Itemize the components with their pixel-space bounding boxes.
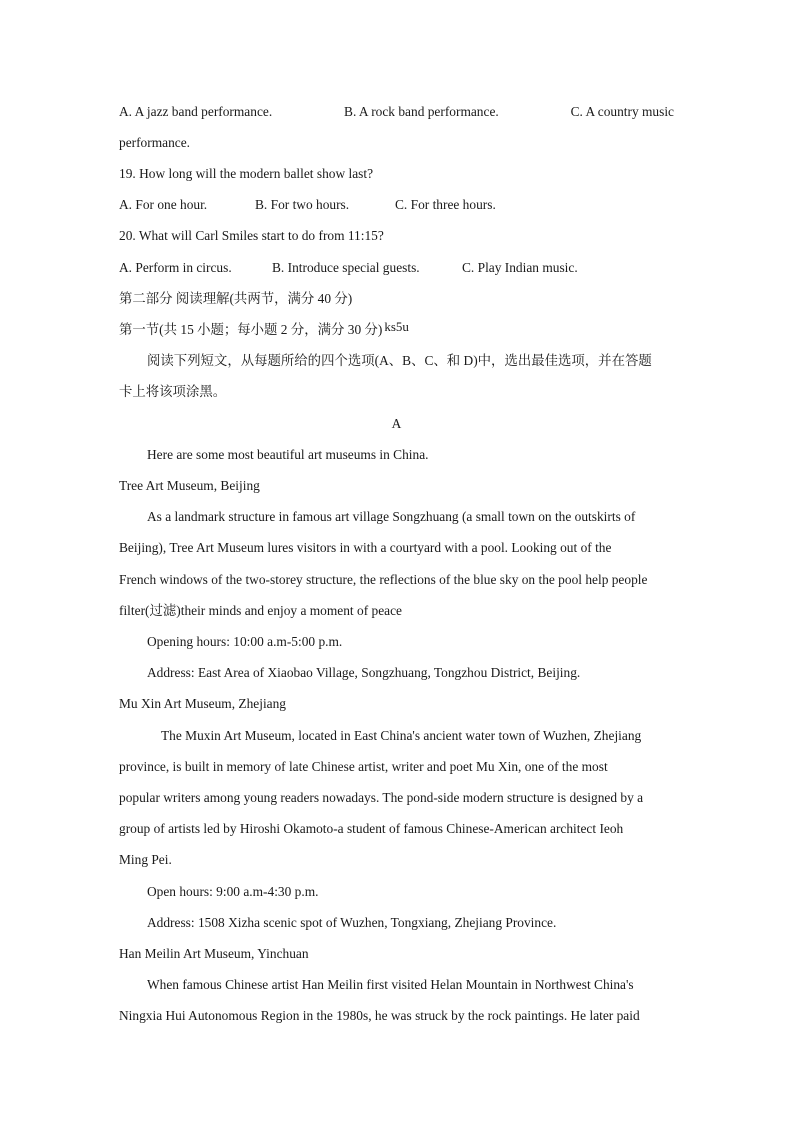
museum2-line: group of artists led by Hiroshi Okamoto-a student of famous Chinese-American architect Ieoh [119,821,624,836]
museum1-hours: Opening hours: 10:00 a.m-5:00 p.m. [147,634,343,649]
q20-options [119,258,674,278]
q19-option-a: A. For one hour. [119,197,208,212]
part2-section1 [119,320,674,340]
q19-option-b: B. For two hours. [255,197,350,212]
museum1-line: filter(过滤)their minds and enjoy a moment of peace [119,603,402,618]
q18-options [119,102,674,122]
museum2-hours: Open hours: 9:00 a.m-4:30 p.m. [147,884,319,899]
q18-option-c: C. A country music [570,104,674,119]
section1-text: 第一节(共 15 小题；每小题 2 分，满分 30 分) [119,322,383,337]
passage-label: A [391,416,402,431]
museum1-line: As a landmark structure in famous art village Songzhuang (a small town on the outskirts of [147,509,636,524]
museum2-line: province, is built in memory of late Chinese artist, writer and poet Mu Xin, one of the most [119,759,608,774]
q20-option-a: A. Perform in circus. [119,260,232,275]
museum1-title: Tree Art Museum, Beijing [119,478,260,493]
museum1-line: Beijing), Tree Art Museum lures visitors in with a courtyard with a pool. Looking out of the [119,540,612,555]
q19-option-c: C. For three hours. [395,197,496,212]
museum2-line: Ming Pei. [119,852,172,867]
watermark-text: ks5u [384,320,409,334]
q19-question: 19. How long will the modern ballet show last? [119,166,374,181]
q18-option-a: A. A jazz band performance. [119,104,273,119]
q19-options [119,195,674,215]
q18-option-c-cont: performance. [119,135,191,150]
instruction-line-1: 阅读下列短文，从每题所给的四个选项(A、B、C、和 D)中，选出最佳选项，并在答题 [147,353,652,368]
q20-option-c: C. Play Indian music. [462,260,578,275]
museum3-line: Ningxia Hui Autonomous Region in the 1980s, he was struck by the rock paintings. He later paid [119,1008,640,1023]
museum3-title: Han Meilin Art Museum, Yinchuan [119,946,309,961]
part2-heading: 第二部分 阅读理解(共两节，满分 40 分) [119,291,353,306]
museum2-address: Address: 1508 Xizha scenic spot of Wuzhen, Tongxiang, Zhejiang Province. [147,915,557,930]
q20-question: 20. What will Carl Smiles start to do from 11:15? [119,228,384,243]
museum1-address: Address: East Area of Xiaobao Village, Songzhuang, Tongzhou District, Beijing. [147,665,581,680]
q18-option-b: B. A rock band performance. [344,104,499,119]
museum2-line: The Muxin Art Museum, located in East China's ancient water town of Wuzhen, Zhejiang [161,728,642,743]
museum3-line: When famous Chinese artist Han Meilin first visited Helan Mountain in Northwest China's [147,977,634,992]
passage-intro: Here are some most beautiful art museums in China. [147,447,429,462]
museum1-line: French windows of the two-storey structure, the reflections of the blue sky on the pool help people [119,572,648,587]
q20-option-b: B. Introduce special guests. [272,260,420,275]
museum2-line: popular writers among young readers nowadays. The pond-side modern structure is designed by a [119,790,644,805]
museum2-title: Mu Xin Art Museum, Zhejiang [119,696,286,711]
instruction-line-2: 卡上将该项涂黑。 [119,384,227,399]
